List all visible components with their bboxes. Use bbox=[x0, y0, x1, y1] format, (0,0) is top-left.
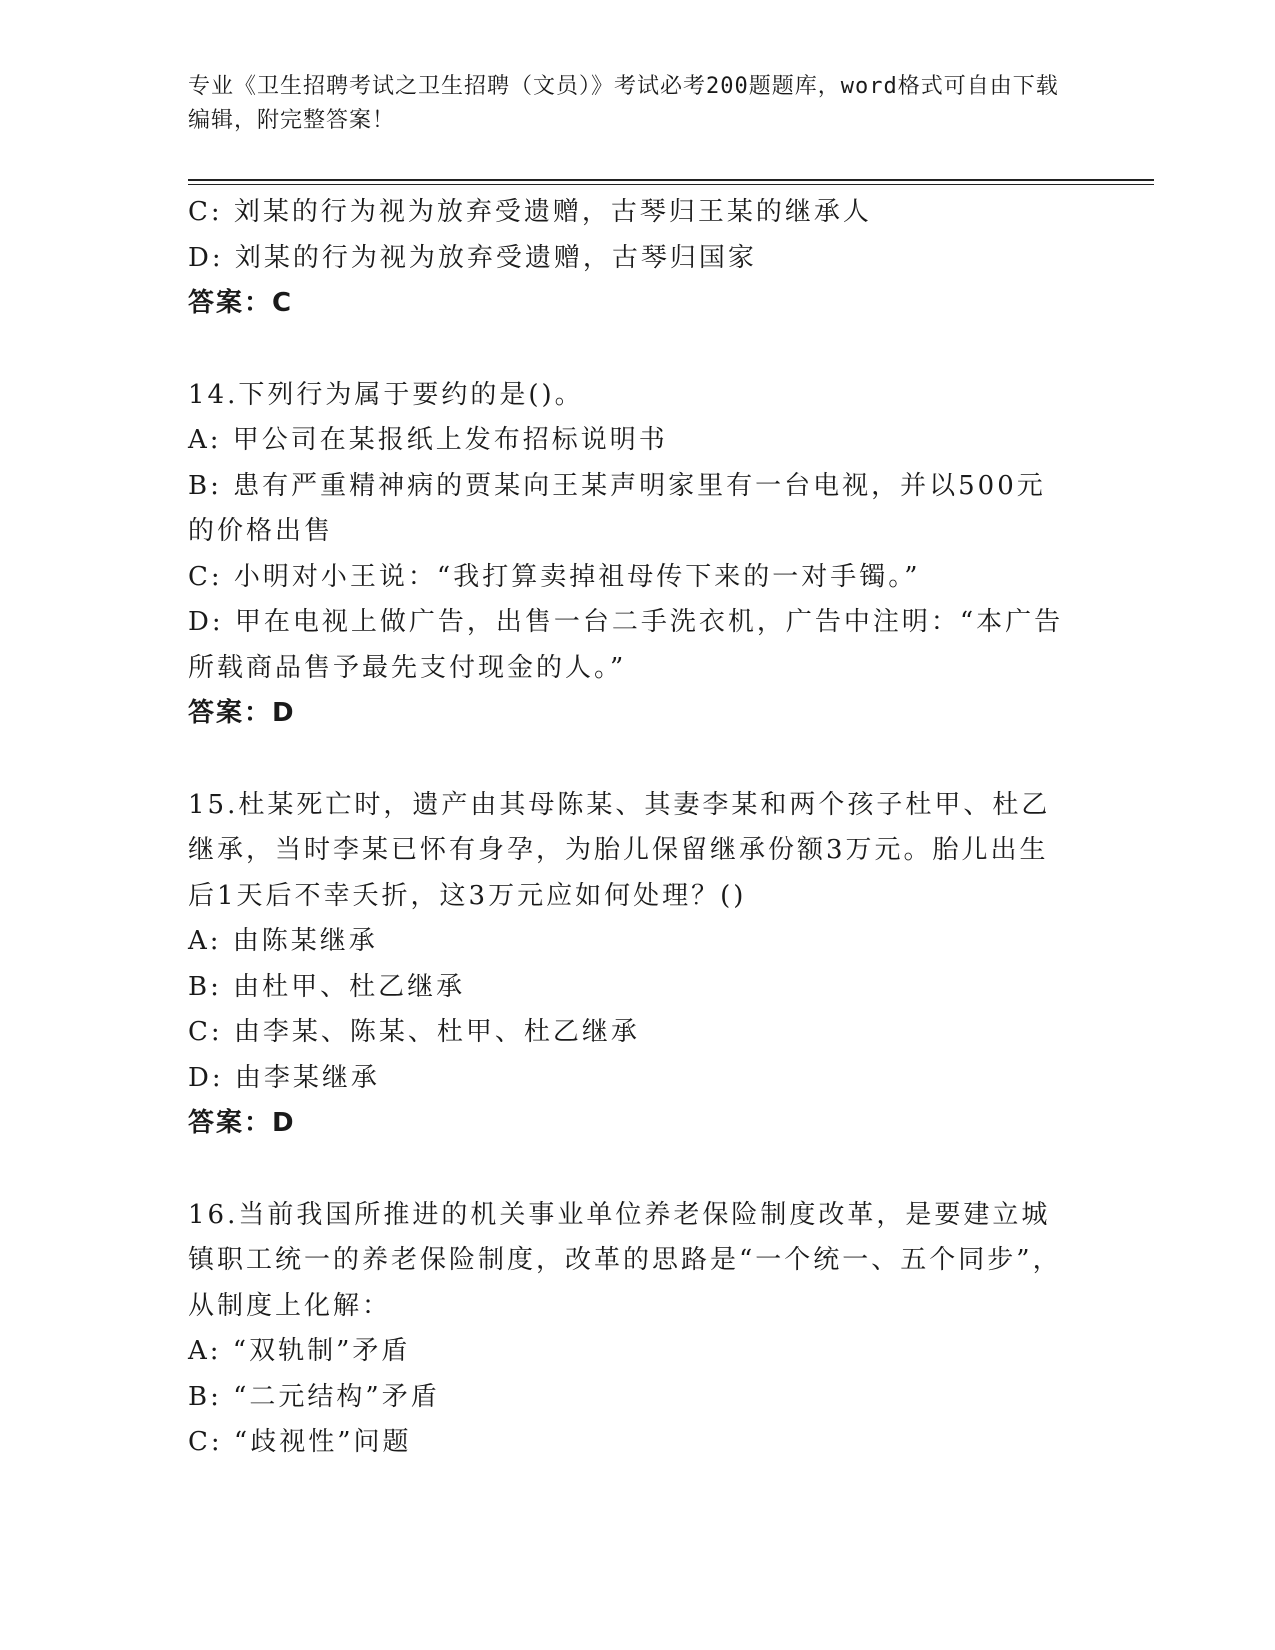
question-stem: 14.下列行为属于要约的是()。 bbox=[188, 379, 584, 410]
spacer bbox=[188, 327, 1068, 373]
option-b: B: 患有严重精神病的贾某向王某声明家里有一台电视，并以500元的价格出售 bbox=[188, 470, 1046, 546]
spacer bbox=[188, 1147, 1068, 1193]
question-block-15 bbox=[188, 783, 1068, 1147]
option-d: D: 甲在电视上做广告，出售一台二手洗衣机，广告中注明：“本广告所载商品售予最先支付现金的人。” bbox=[188, 607, 1064, 683]
option-b: B: “二元结构”矛盾 bbox=[188, 1381, 440, 1412]
option-c: C: 由李某、陈某、杜甲、杜乙继承 bbox=[188, 1017, 640, 1047]
option-d: D: 由李某继承 bbox=[188, 1062, 380, 1093]
option-a: A: 由陈某继承 bbox=[188, 926, 378, 956]
question-block-14 bbox=[188, 373, 1068, 737]
question-list bbox=[188, 190, 1068, 1466]
question-stem: 15.杜某死亡时，遗产由其母陈某、其妻李某和两个孩子杜甲、杜乙继承，当时李某已怀有身孕，为胎儿保留继承份额3万元。胎儿出生后1天后不幸夭折，这3万元应如何处理？() bbox=[188, 789, 1051, 911]
question-block-13 bbox=[188, 190, 1068, 327]
option-d: D: 刘某的行为视为放弃受遗赠，古琴归国家 bbox=[188, 242, 757, 273]
option-b: B: 由杜甲、杜乙继承 bbox=[188, 971, 466, 1002]
option-a: A: “双轨制”矛盾 bbox=[188, 1336, 411, 1366]
spacer bbox=[188, 737, 1068, 783]
option-c: C: “歧视性”问题 bbox=[188, 1427, 412, 1457]
document-header: 专业《卫生招聘考试之卫生招聘（文员）》考试必考200题题库，word格式可自由下载编辑，附完整答案！ bbox=[188, 74, 1059, 133]
option-c: C: 刘某的行为视为放弃受遗赠，古琴归王某的继承人 bbox=[188, 197, 872, 227]
answer-line: 答案：D bbox=[188, 1108, 296, 1138]
answer-line: 答案：C bbox=[188, 288, 294, 318]
option-a: A: 甲公司在某报纸上发布招标说明书 bbox=[188, 425, 668, 455]
answer-line: 答案：D bbox=[188, 698, 296, 728]
question-stem: 16.当前我国所推进的机关事业单位养老保险制度改革，是要建立城镇职工统一的养老保险制度，改革的思路是“一个统一、五个同步”，从制度上化解： bbox=[188, 1199, 1062, 1321]
header-divider-thick bbox=[188, 179, 1154, 181]
question-block-16 bbox=[188, 1193, 1068, 1466]
header-divider-thin bbox=[188, 184, 1154, 185]
option-c: C: 小明对小王说：“我打算卖掉祖母传下来的一对手镯。” bbox=[188, 561, 921, 592]
